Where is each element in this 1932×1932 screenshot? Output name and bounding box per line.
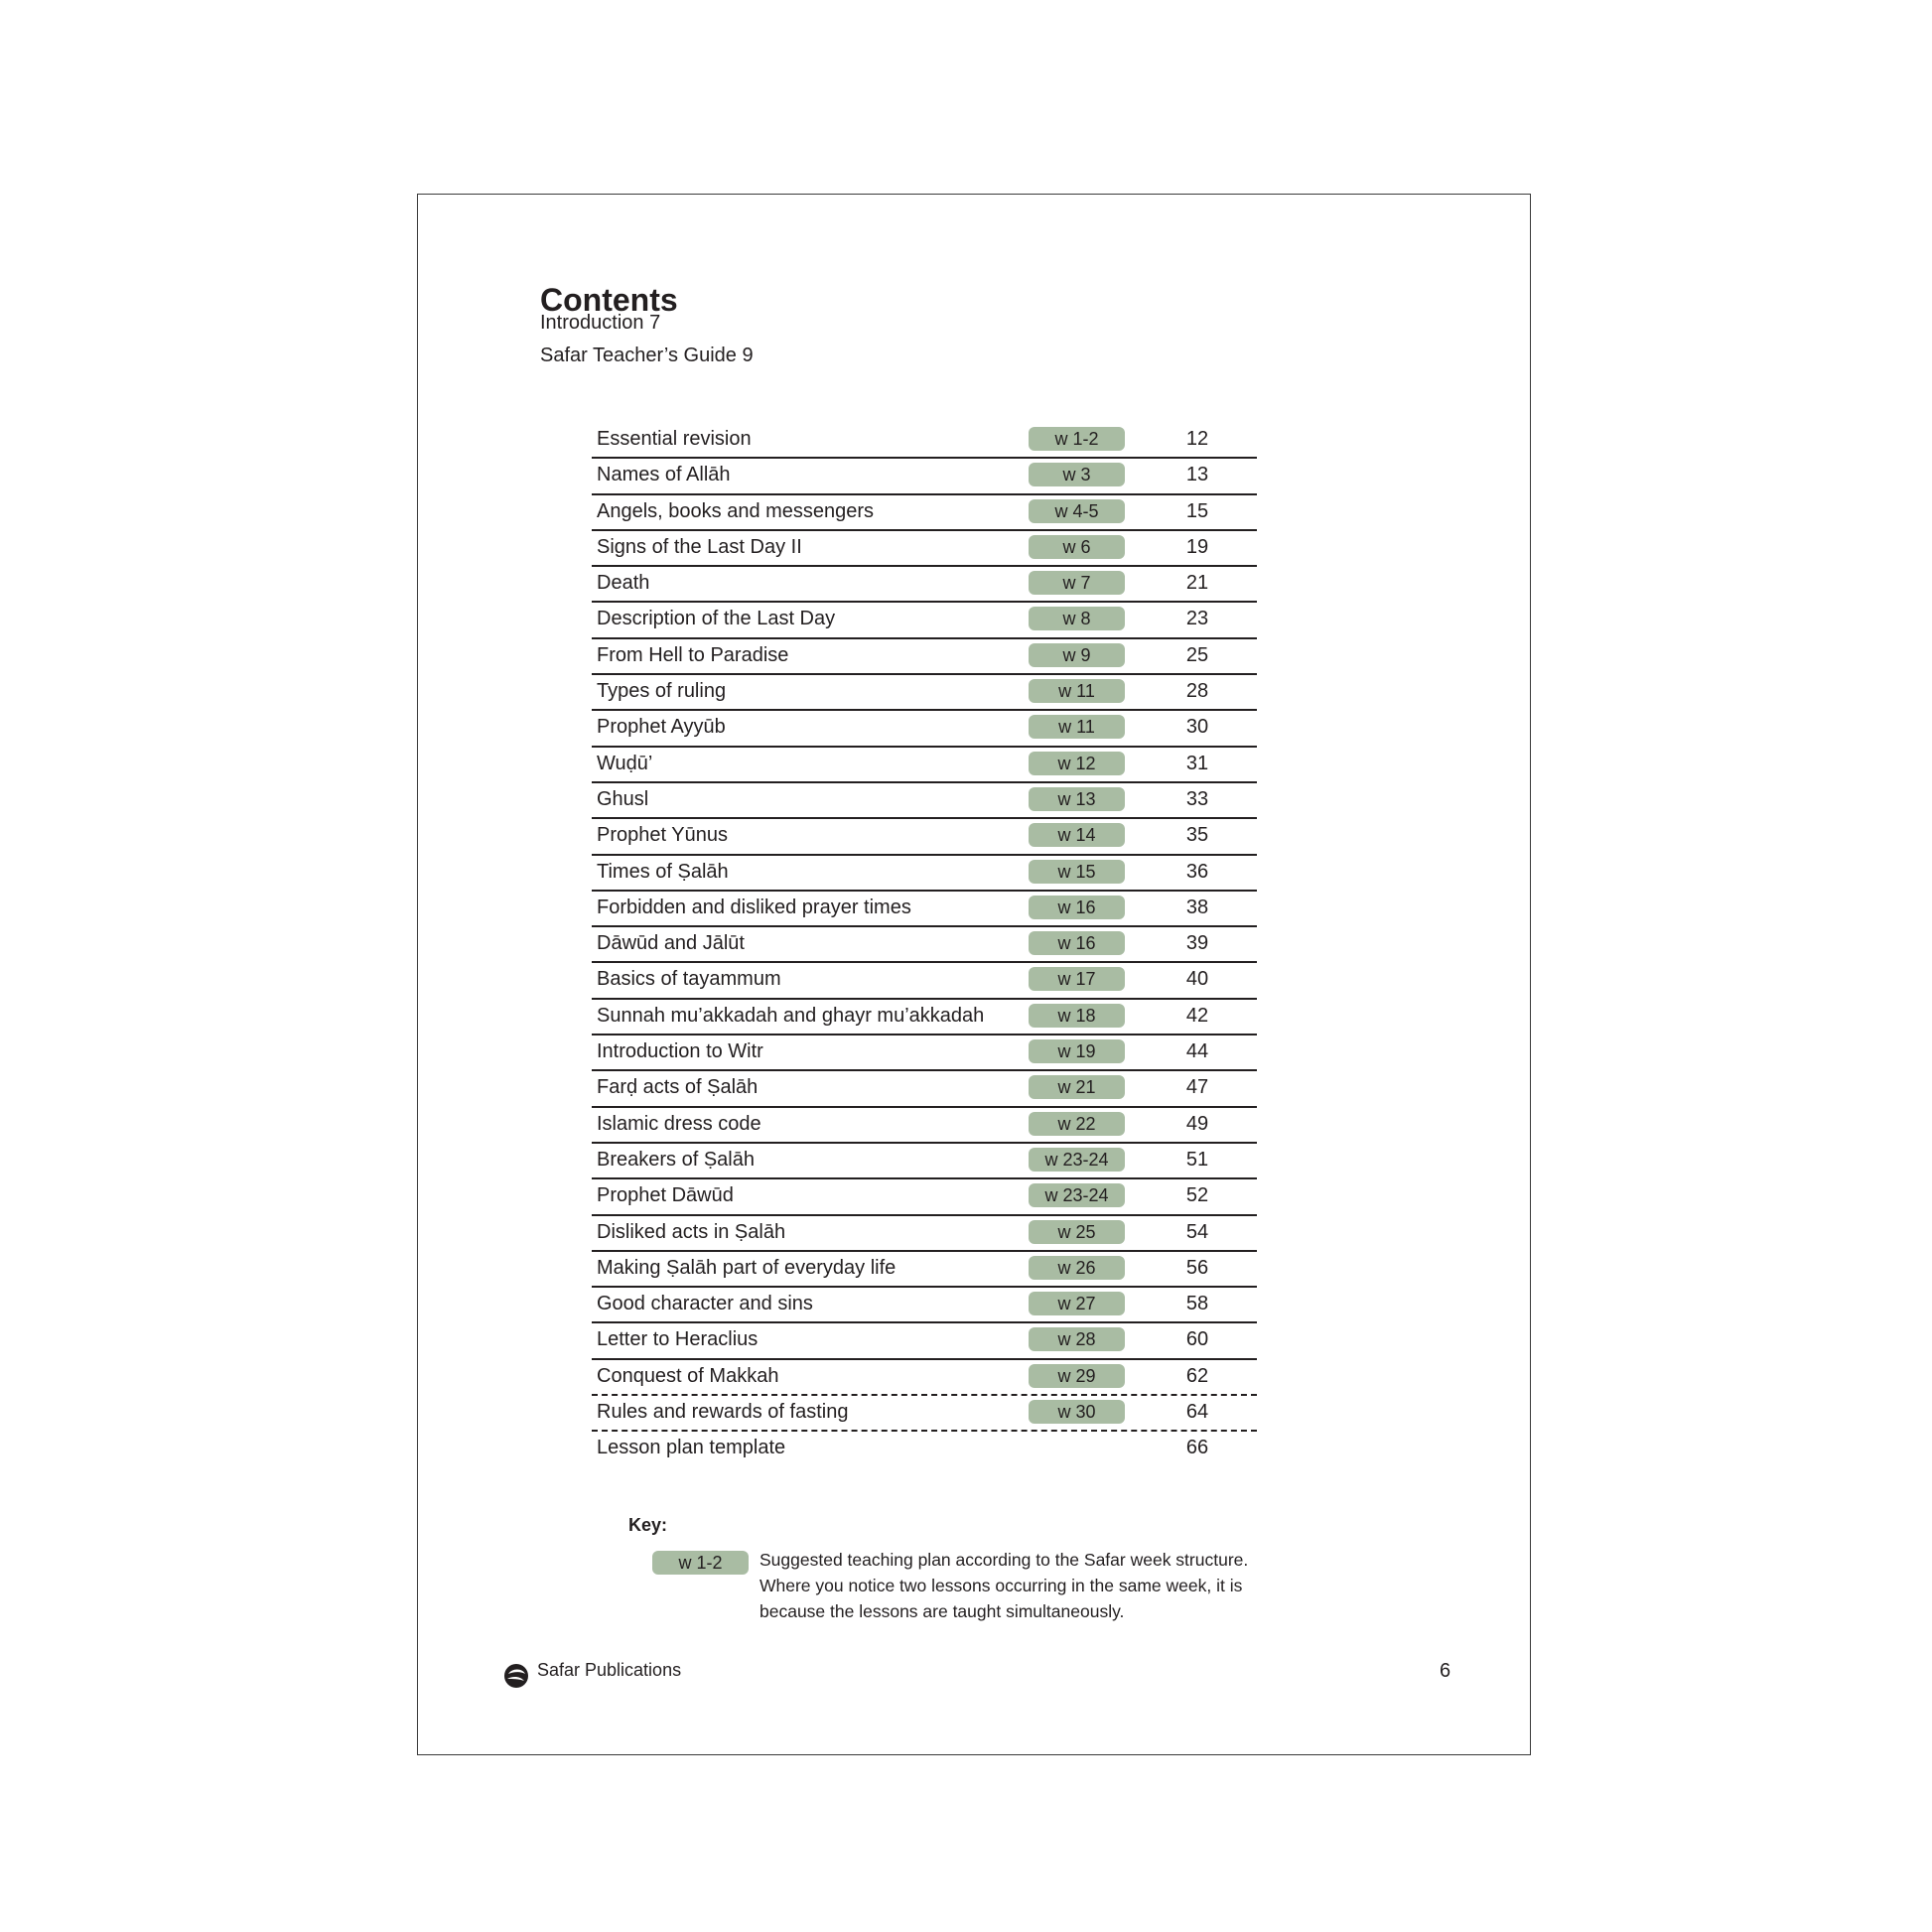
front-matter-title: Introduction <box>540 312 644 334</box>
toc-row <box>592 531 1257 567</box>
week-pill: w 12 <box>1029 752 1125 775</box>
toc-row <box>592 1288 1257 1323</box>
toc-title: From Hell to Paradise <box>597 643 789 666</box>
toc-title: Wuḍū’ <box>597 752 653 774</box>
toc-title: Death <box>597 572 650 595</box>
toc-row <box>592 1000 1257 1035</box>
toc-page-number: 62 <box>1185 1364 1209 1387</box>
week-pill: w 4-5 <box>1029 499 1125 523</box>
toc-page-number: 51 <box>1185 1148 1209 1171</box>
toc-title: Good character and sins <box>597 1293 813 1315</box>
week-pill: w 23-24 <box>1029 1183 1125 1207</box>
key-label: Key: <box>628 1515 668 1535</box>
week-pill: w 21 <box>1029 1075 1125 1099</box>
toc-row <box>592 711 1257 747</box>
week-pill: w 26 <box>1029 1256 1125 1280</box>
week-pill: w 18 <box>1029 1004 1125 1028</box>
toc-page-number: 36 <box>1185 860 1209 883</box>
week-pill: w 16 <box>1029 931 1125 955</box>
toc-title: Disliked acts in Ṣalāh <box>597 1220 786 1243</box>
toc-row <box>592 1432 1257 1467</box>
week-pill: w 27 <box>1029 1292 1125 1315</box>
toc-page-number: 23 <box>1185 608 1209 630</box>
toc-row <box>592 495 1257 531</box>
toc-row <box>592 783 1257 819</box>
key-line: because the lessons are taught simultaneously. <box>759 1601 1125 1621</box>
toc-page-number: 28 <box>1185 680 1209 703</box>
toc-row <box>592 819 1257 855</box>
toc-title: Essential revision <box>597 428 752 450</box>
toc-page-number: 66 <box>1185 1437 1209 1459</box>
toc-title: Letter to Heraclius <box>597 1328 759 1351</box>
toc-row <box>592 1144 1257 1179</box>
toc-page-number: 60 <box>1185 1328 1209 1351</box>
table-of-contents <box>592 423 1257 1468</box>
toc-page-number: 49 <box>1185 1112 1209 1135</box>
toc-row <box>592 603 1257 638</box>
toc-row <box>592 1216 1257 1252</box>
toc-page-number: 12 <box>1185 428 1209 450</box>
toc-title: Types of ruling <box>597 680 727 703</box>
toc-page-number: 54 <box>1185 1220 1209 1243</box>
toc-page-number: 56 <box>1185 1256 1209 1279</box>
week-pill: w 6 <box>1029 535 1125 559</box>
toc-row <box>592 927 1257 963</box>
week-pill: w 30 <box>1029 1400 1125 1424</box>
week-pill: w 11 <box>1029 679 1125 703</box>
publisher-name: Safar Publications <box>537 1660 682 1680</box>
toc-page-number: 44 <box>1185 1040 1209 1063</box>
toc-title: Description of the Last Day <box>597 608 836 630</box>
front-matter-page: 9 <box>742 345 754 366</box>
toc-title: Signs of the Last Day II <box>597 535 802 558</box>
toc-title: Times of Ṣalāh <box>597 860 729 883</box>
document-page <box>417 194 1531 1755</box>
toc-title: Islamic dress code <box>597 1112 761 1135</box>
front-matter-teachers-guide <box>540 345 754 367</box>
week-pill: w 19 <box>1029 1039 1125 1063</box>
toc-page-number: 33 <box>1185 787 1209 810</box>
toc-title: Angels, books and messengers <box>597 499 875 522</box>
toc-row <box>592 748 1257 783</box>
toc-page-number: 19 <box>1185 535 1209 558</box>
toc-row <box>592 963 1257 999</box>
week-pill: w 1-2 <box>1029 427 1125 451</box>
toc-page-number: 39 <box>1185 932 1209 955</box>
toc-row <box>592 892 1257 927</box>
toc-page-number: 25 <box>1185 643 1209 666</box>
toc-page-number: 47 <box>1185 1076 1209 1099</box>
toc-title: Prophet Dāwūd <box>597 1184 734 1207</box>
week-pill: w 3 <box>1029 463 1125 486</box>
toc-page-number: 31 <box>1185 752 1209 774</box>
toc-title: Lesson plan template <box>597 1437 786 1459</box>
toc-row <box>592 1179 1257 1215</box>
toc-title: Conquest of Makkah <box>597 1364 779 1387</box>
toc-row <box>592 567 1257 603</box>
week-pill: w 25 <box>1029 1220 1125 1244</box>
toc-page-number: 52 <box>1185 1184 1209 1207</box>
toc-row <box>592 675 1257 711</box>
week-pill: w 8 <box>1029 607 1125 630</box>
toc-title: Dāwūd and Jālūt <box>597 932 745 955</box>
toc-title: Introduction to Witr <box>597 1040 763 1063</box>
toc-row <box>592 459 1257 494</box>
week-pill: w 28 <box>1029 1327 1125 1351</box>
toc-page-number: 40 <box>1185 968 1209 991</box>
week-pill: w 13 <box>1029 787 1125 811</box>
toc-title: Sunnah mu’akkadah and ghayr mu’akkadah <box>597 1004 985 1027</box>
toc-row <box>592 856 1257 892</box>
toc-page-number: 13 <box>1185 464 1209 486</box>
front-matter-introduction <box>540 312 660 335</box>
toc-title: Rules and rewards of fasting <box>597 1401 849 1424</box>
week-pill: w 15 <box>1029 860 1125 884</box>
week-pill: w 11 <box>1029 715 1125 739</box>
toc-title: Farḍ acts of Ṣalāh <box>597 1076 759 1099</box>
toc-row <box>592 423 1257 459</box>
toc-title: Prophet Ayyūb <box>597 716 726 739</box>
safar-logo-icon <box>502 1662 530 1690</box>
toc-title: Basics of tayammum <box>597 968 781 991</box>
week-pill: w 17 <box>1029 967 1125 991</box>
toc-title: Breakers of Ṣalāh <box>597 1148 755 1171</box>
toc-page-number: 21 <box>1185 572 1209 595</box>
key-week-pill: w 1-2 <box>652 1551 749 1575</box>
toc-page-number: 42 <box>1185 1004 1209 1027</box>
toc-page-number: 30 <box>1185 716 1209 739</box>
toc-page-number: 35 <box>1185 824 1209 847</box>
week-pill: w 29 <box>1029 1364 1125 1388</box>
week-pill: w 22 <box>1029 1112 1125 1136</box>
toc-row <box>592 1108 1257 1144</box>
key-line: Suggested teaching plan according to the Safar week structure. <box>759 1550 1249 1570</box>
toc-page-number: 15 <box>1185 499 1209 522</box>
toc-row <box>592 1071 1257 1107</box>
toc-row <box>592 639 1257 675</box>
front-matter-page: 7 <box>649 312 661 334</box>
key-description <box>759 1547 1315 1624</box>
toc-row <box>592 1252 1257 1288</box>
week-pill: w 16 <box>1029 896 1125 919</box>
key-line: Where you notice two lessons occurring in the same week, it is <box>759 1576 1243 1595</box>
week-pill: w 9 <box>1029 643 1125 667</box>
toc-row <box>592 1035 1257 1071</box>
toc-page-number: 58 <box>1185 1293 1209 1315</box>
toc-page-number: 64 <box>1185 1401 1209 1424</box>
toc-title: Ghusl <box>597 787 649 810</box>
page-title: Contents <box>540 282 678 318</box>
week-pill: w 23-24 <box>1029 1148 1125 1172</box>
toc-title: Prophet Yūnus <box>597 824 728 847</box>
week-pill: w 7 <box>1029 571 1125 595</box>
toc-title: Making Ṣalāh part of everyday life <box>597 1256 897 1279</box>
page-number: 6 <box>1440 1660 1451 1682</box>
toc-title: Forbidden and disliked prayer times <box>597 896 911 918</box>
toc-row <box>592 1323 1257 1359</box>
toc-row <box>592 1360 1257 1396</box>
toc-title: Names of Allāh <box>597 464 731 486</box>
toc-page-number: 38 <box>1185 896 1209 918</box>
toc-row <box>592 1396 1257 1432</box>
week-pill: w 14 <box>1029 823 1125 847</box>
front-matter-title: Safar Teacher’s Guide <box>540 345 737 366</box>
